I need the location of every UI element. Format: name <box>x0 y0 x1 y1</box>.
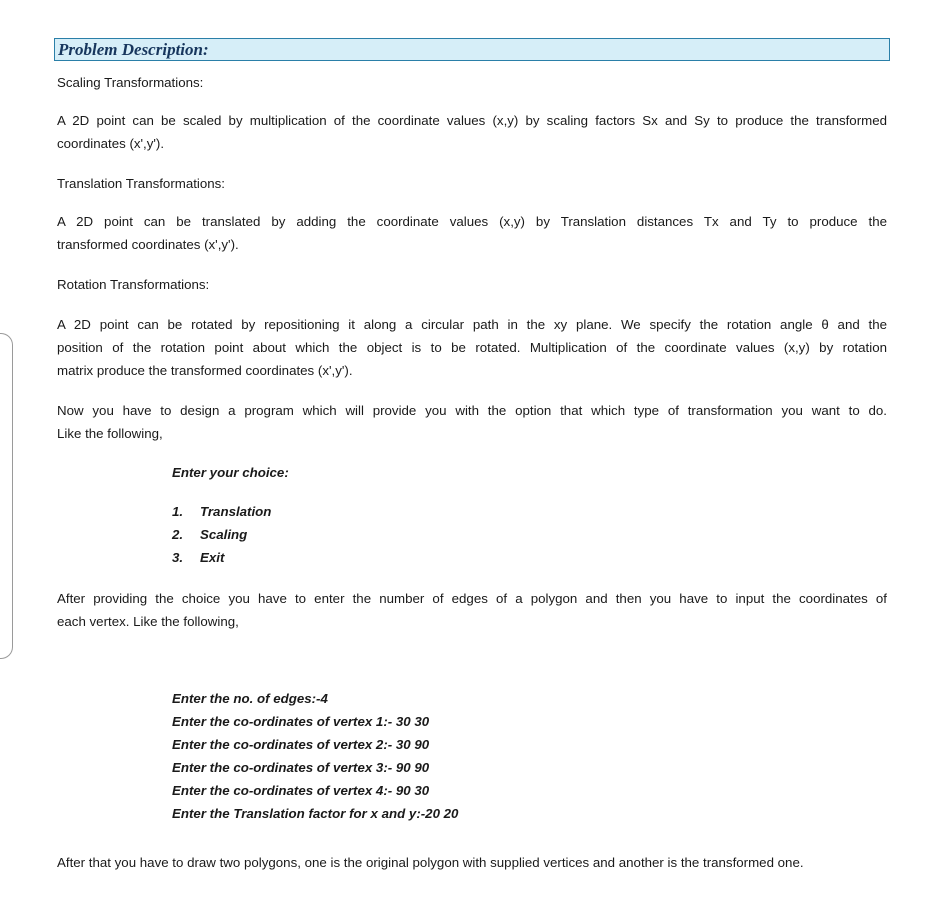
menu-item-scaling: 2. Scaling <box>172 527 248 542</box>
sample-io-line: Enter the co-ordinates of vertex 4:- 90 30 <box>172 783 430 798</box>
design-paragraph <box>57 399 887 445</box>
problem-description-header <box>54 38 890 61</box>
design-line-2: Like the following, <box>57 426 163 441</box>
scaling-line-1: A 2D point can be scaled by multiplication of the coordinate values (x,y) by scaling factors Sx and Sy to produce the transformed <box>57 113 887 128</box>
final-paragraph: After that you have to draw two polygons, one is the original polygon with supplied vertices and another is the transformed one. <box>57 855 804 870</box>
page-title: Problem Description: <box>58 40 209 59</box>
translation-line-2: transformed coordinates (x',y'). <box>57 237 239 252</box>
rotation-paragraph <box>57 313 887 382</box>
translation-heading: Translation Transformations: <box>57 176 226 191</box>
menu-list <box>172 500 271 569</box>
sample-io-line: Enter the no. of edges:-4 <box>172 691 328 706</box>
after-choice-line-2: each vertex. Like the following, <box>57 614 239 629</box>
rotation-line-1: A 2D point can be rotated by repositioning it along a circular path in the xy plane. We specify the rotation angle θ and the <box>57 317 887 332</box>
scaling-heading: Scaling Transformations: <box>57 75 204 90</box>
menu-item-translation: 1. Translation <box>172 504 272 519</box>
menu-item-exit: 3. Exit <box>172 550 225 565</box>
sample-io-line: Enter the co-ordinates of vertex 3:- 90 90 <box>172 760 430 775</box>
translation-paragraph <box>57 210 887 256</box>
sample-io-block <box>172 687 458 825</box>
rotation-line-2: position of the rotation point about which the object is to be rotated. Multiplication of the coordinate values (x,y) by rotation <box>57 340 887 355</box>
rotation-heading: Rotation Transformations: <box>57 277 210 292</box>
scaling-line-2: coordinates (x',y'). <box>57 136 165 151</box>
sample-io-line: Enter the Translation factor for x and y:-20 20 <box>172 806 459 821</box>
translation-line-1: A 2D point can be translated by adding the coordinate values (x,y) by Translation distances Tx and Ty to produce the <box>57 214 887 229</box>
sample-io-line: Enter the co-ordinates of vertex 1:- 30 30 <box>172 714 430 729</box>
sample-io-line: Enter the co-ordinates of vertex 2:- 30 90 <box>172 737 430 752</box>
after-choice-line-1: After providing the choice you have to enter the number of edges of a polygon and then you have to input the coordinates of <box>57 591 887 606</box>
design-line-1: Now you have to design a program which will provide you with the option that which type of transformation you want to do. <box>57 403 887 418</box>
page-margin-bracket <box>0 333 13 659</box>
after-choice-paragraph <box>57 587 887 633</box>
menu-prompt: Enter your choice: <box>172 465 289 480</box>
scaling-paragraph <box>57 109 887 155</box>
rotation-line-3: matrix produce the transformed coordinates (x',y'). <box>57 363 353 378</box>
